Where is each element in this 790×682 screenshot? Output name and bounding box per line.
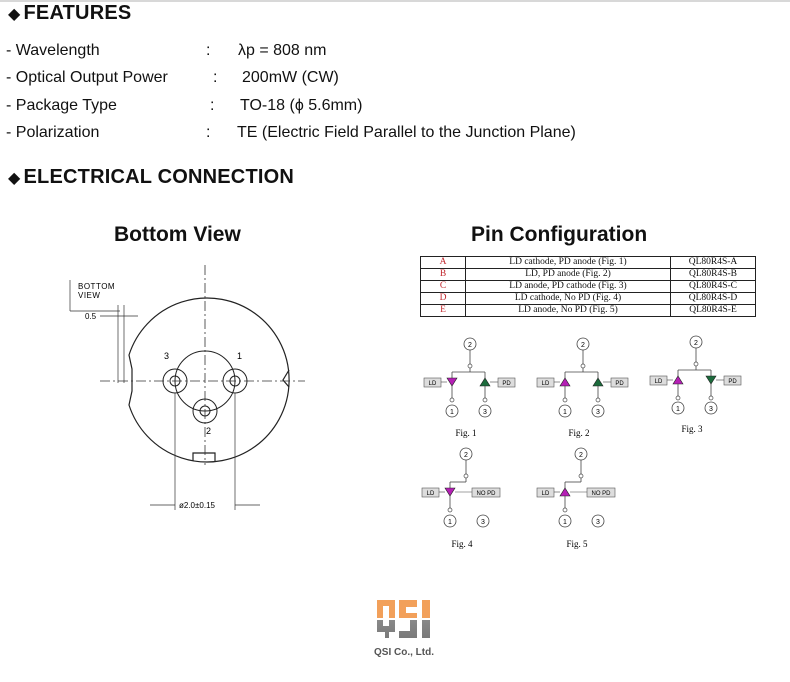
pin1-label: 1	[237, 351, 243, 361]
figure-4	[422, 448, 500, 549]
node-label: 2	[581, 342, 585, 349]
feature-label: - Wavelength	[6, 42, 100, 59]
feature-label: - Optical Output Power	[6, 69, 168, 86]
side-notch	[283, 370, 289, 387]
pd-label: PD	[502, 381, 511, 387]
feature-value: TO-18 (ϕ 5.6mm)	[240, 97, 363, 114]
qsi-logo	[375, 598, 439, 642]
pd-diode-icon	[480, 378, 490, 386]
diamond-icon: ◆	[8, 6, 21, 23]
pin-config-table	[420, 256, 756, 317]
bottom-view-label-line2: VIEW	[78, 291, 101, 300]
node-label: 3	[596, 519, 600, 526]
feature-sep: :	[213, 69, 218, 86]
node-label: 2	[694, 340, 698, 347]
figure-3	[650, 336, 741, 434]
ld-label: LD	[541, 491, 550, 497]
node-label: 1	[448, 519, 452, 526]
pin-part: QL80R4S-E	[671, 305, 756, 317]
pin-desc: LD cathode, No PD (Fig. 4)	[466, 293, 671, 305]
node-label: 3	[483, 409, 487, 416]
table-row	[421, 281, 756, 293]
pd-diode-icon	[593, 378, 603, 386]
feature-row-output-power	[6, 69, 776, 91]
pin-code: A	[421, 257, 466, 269]
feature-value: 200mW (CW)	[242, 69, 339, 86]
fig-caption: Fig. 5	[566, 539, 588, 549]
node-label: 1	[563, 409, 567, 416]
ld-diode-icon	[560, 378, 570, 386]
pin-code: C	[421, 281, 466, 293]
feature-row-package-type	[6, 97, 776, 119]
feature-value: λp = 808 nm	[238, 42, 327, 59]
fig-caption: Fig. 3	[681, 424, 703, 434]
node-label: 3	[709, 406, 713, 413]
pin-code: D	[421, 293, 466, 305]
pin-code: E	[421, 305, 466, 317]
ld-label: LD	[541, 381, 550, 387]
table-row	[421, 257, 756, 269]
pin-part: QL80R4S-B	[671, 269, 756, 281]
bottom-view-title: Bottom View	[114, 223, 241, 246]
pin-code: B	[421, 269, 466, 281]
feature-label: - Package Type	[6, 97, 117, 114]
feature-sep: :	[210, 97, 215, 114]
fig-caption: Fig. 2	[568, 428, 590, 438]
pin-desc: LD anode, PD cathode (Fig. 3)	[466, 281, 671, 293]
bottom-view-label-line1: BOTTOM	[78, 282, 116, 291]
dim-pitch-label: ø2.0±0.15	[179, 501, 215, 510]
ld-diode-icon	[673, 376, 683, 384]
pin-desc: LD, PD anode (Fig. 2)	[466, 269, 671, 281]
feature-sep: :	[206, 42, 211, 59]
figure-5	[537, 448, 615, 549]
bottom-view-drawing	[60, 255, 320, 525]
table-row	[421, 269, 756, 281]
pin-part: QL80R4S-A	[671, 257, 756, 269]
node-label: 1	[450, 409, 454, 416]
ld-diode-icon	[447, 378, 457, 386]
pd-label: PD	[615, 381, 624, 387]
node-label: 3	[596, 409, 600, 416]
pd-diode-icon	[706, 376, 716, 384]
feature-value: TE (Electric Field Parallel to the Junction Plane)	[237, 124, 576, 141]
pin3-label: 3	[164, 351, 170, 361]
pin-desc: LD anode, No PD (Fig. 5)	[466, 305, 671, 317]
electrical-heading: ◆ ELECTRICAL CONNECTION	[8, 166, 295, 188]
table-row	[421, 293, 756, 305]
node-label: 3	[481, 519, 485, 526]
figure-2	[537, 338, 628, 438]
pin-desc: LD cathode, PD anode (Fig. 1)	[466, 257, 671, 269]
node-label: 1	[676, 406, 680, 413]
fig-caption: Fig. 1	[455, 428, 477, 438]
node-label: 2	[579, 452, 583, 459]
no-pd-label: NO PD	[476, 491, 496, 497]
no-pd-label: NO PD	[591, 491, 611, 497]
pin-part: QL80R4S-D	[671, 293, 756, 305]
ld-diode-icon	[560, 488, 570, 496]
node-label: 2	[468, 342, 472, 349]
pin-config-title: Pin Configuration	[471, 223, 648, 246]
package-outline	[129, 298, 289, 462]
table-row	[421, 305, 756, 317]
figure-1	[424, 338, 515, 438]
dim-offset-label: 0.5	[85, 312, 97, 321]
feature-sep: :	[206, 124, 211, 141]
pin-part: QL80R4S-C	[671, 281, 756, 293]
ld-label: LD	[428, 381, 437, 387]
pin2-label: 2	[206, 426, 212, 436]
features-heading: ◆ FEATURES	[8, 2, 132, 24]
feature-row-wavelength	[6, 42, 776, 64]
node-label: 1	[563, 519, 567, 526]
ld-label: LD	[654, 379, 663, 385]
pd-label: PD	[728, 379, 737, 385]
schematic-figures	[410, 330, 750, 560]
diamond-icon: ◆	[8, 170, 21, 187]
bottom-key	[193, 453, 215, 461]
fig-caption: Fig. 4	[451, 539, 473, 549]
company-name: QSI Co., Ltd.	[374, 647, 434, 658]
ld-diode-icon	[445, 488, 455, 496]
feature-row-polarization	[6, 124, 776, 146]
feature-label: - Polarization	[6, 124, 100, 141]
ld-label: LD	[426, 491, 435, 497]
node-label: 2	[464, 452, 468, 459]
